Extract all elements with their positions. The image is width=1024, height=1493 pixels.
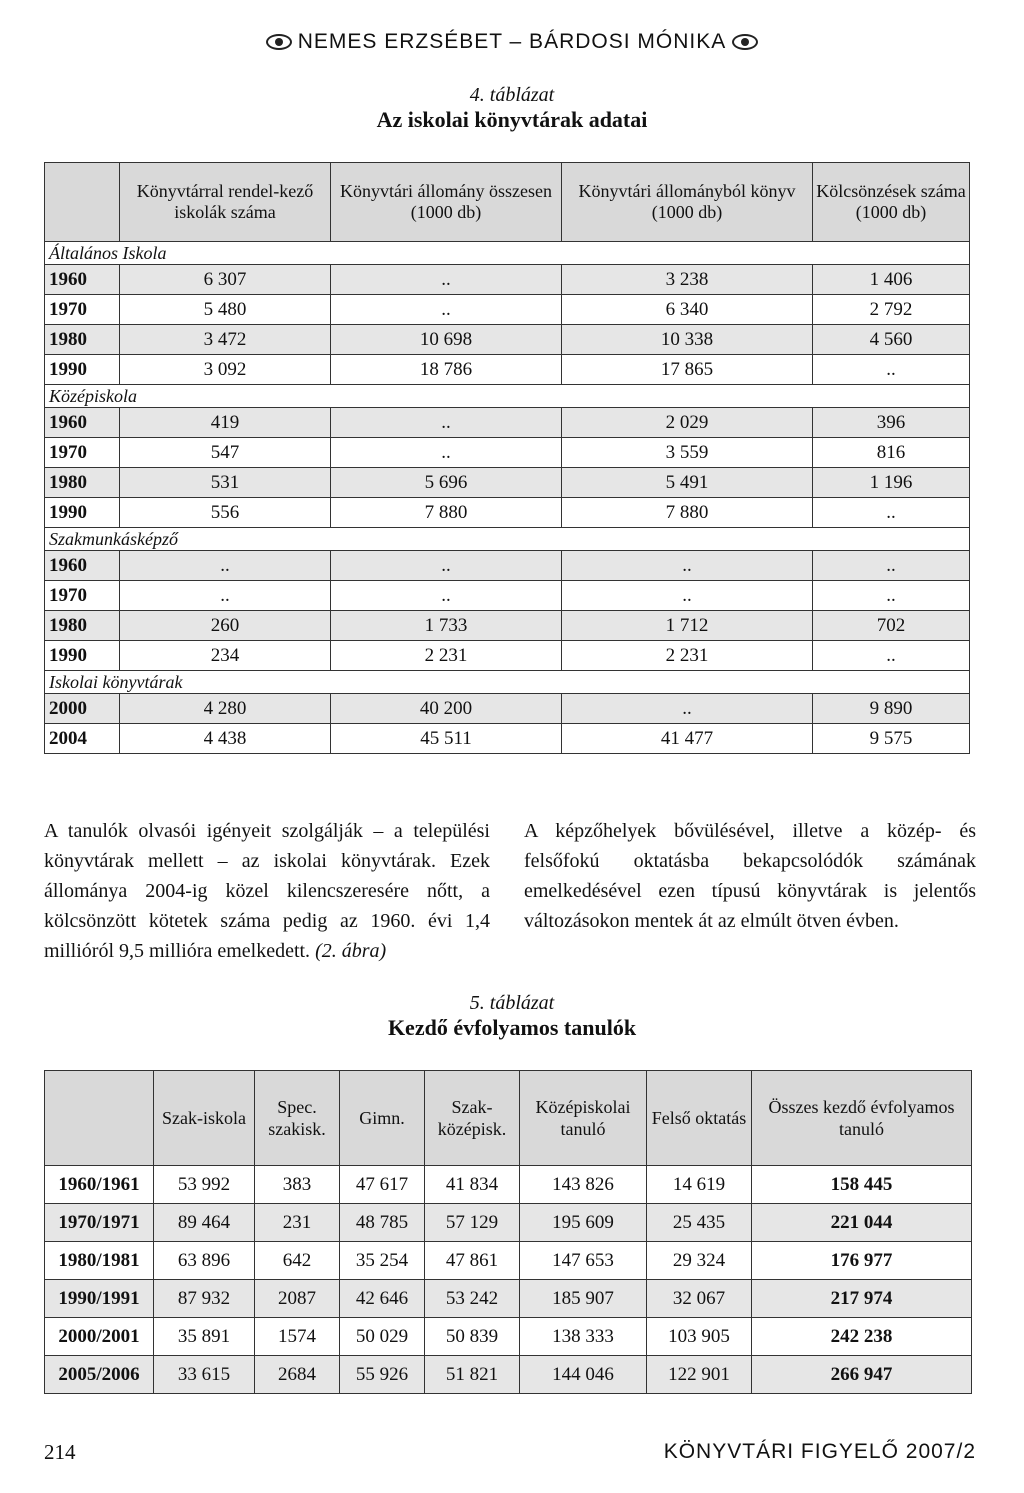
table5-col-header: Szak-iskola [154, 1071, 255, 1166]
table-row [45, 1280, 972, 1318]
year-cell: 1990 [45, 355, 120, 385]
table-row [45, 438, 970, 468]
total-cell: 217 974 [752, 1280, 972, 1318]
table5-title: Kezdő évfolyamos tanulók [387, 1015, 637, 1040]
table-row [45, 1318, 972, 1356]
table-row [45, 408, 970, 438]
table4-corner-cell [45, 163, 120, 242]
value-cell: 51 821 [425, 1356, 520, 1394]
table4-header-row [45, 163, 970, 242]
value-cell: 234 [120, 641, 331, 671]
table4-caption [0, 84, 1024, 133]
year-cell: 1960/1961 [45, 1166, 154, 1204]
value-cell: 1 406 [813, 265, 970, 295]
year-cell: 2004 [45, 724, 120, 754]
value-cell: 10 698 [331, 325, 562, 355]
value-cell: 122 901 [647, 1356, 752, 1394]
value-cell: 185 907 [520, 1280, 647, 1318]
table5-col-header: Felső oktatás [647, 1071, 752, 1166]
year-cell: 1960 [45, 265, 120, 295]
value-cell: 63 896 [154, 1242, 255, 1280]
running-header [0, 30, 1024, 54]
table-row [45, 1166, 972, 1204]
year-cell: 1960 [45, 551, 120, 581]
table-row [45, 1242, 972, 1280]
value-cell: 5 480 [120, 295, 331, 325]
value-cell: .. [813, 355, 970, 385]
value-cell: 2 792 [813, 295, 970, 325]
table-row [45, 551, 970, 581]
table4-section-row [45, 528, 970, 551]
value-cell: .. [331, 265, 562, 295]
value-cell: 2 231 [331, 641, 562, 671]
value-cell: 4 438 [120, 724, 331, 754]
value-cell: .. [331, 581, 562, 611]
value-cell: .. [331, 295, 562, 325]
table-row [45, 694, 970, 724]
value-cell: 3 472 [120, 325, 331, 355]
value-cell: 45 511 [331, 724, 562, 754]
value-cell: 48 785 [340, 1204, 425, 1242]
value-cell: 556 [120, 498, 331, 528]
year-cell: 1980/1981 [45, 1242, 154, 1280]
value-cell: 144 046 [520, 1356, 647, 1394]
table4-col-header: Könyvtári állomány összesen (1000 db) [331, 163, 562, 242]
table5-header-row [45, 1071, 972, 1166]
value-cell: 1 733 [331, 611, 562, 641]
table-row [45, 611, 970, 641]
value-cell: 2684 [255, 1356, 340, 1394]
value-cell: 2 029 [562, 408, 813, 438]
year-cell: 1990/1991 [45, 1280, 154, 1318]
value-cell: 10 338 [562, 325, 813, 355]
value-cell: 41 477 [562, 724, 813, 754]
paragraph-left [44, 816, 490, 966]
table4-col-header: Könyvtárral rendel-kező iskolák száma [120, 163, 331, 242]
eye-ornament-icon [732, 34, 758, 50]
paragraph-left-text: A tanulók olvasói igényeit szolgálják – a települési könyvtárak mellett – az iskolai könyvtárak. Ezek állománya 2004-ig közel kilencszeresére nőtt, a kölcsönzött kötetek száma pedig az 1960. évi 1,4 millióról 9,5 millióra emelkedett. [44, 820, 490, 962]
year-cell: 1970 [45, 438, 120, 468]
value-cell: 50 029 [340, 1318, 425, 1356]
year-cell: 1990 [45, 498, 120, 528]
value-cell: .. [331, 408, 562, 438]
year-cell: 1980 [45, 468, 120, 498]
value-cell: 53 992 [154, 1166, 255, 1204]
year-cell: 1970/1971 [45, 1204, 154, 1242]
value-cell: 531 [120, 468, 331, 498]
table5-col-header: Spec. szakisk. [255, 1071, 340, 1166]
value-cell: 103 905 [647, 1318, 752, 1356]
section-label: Általános Iskola [45, 242, 970, 265]
value-cell: .. [120, 581, 331, 611]
table5-col-header: Összes kezdő évfolyamos tanuló [752, 1071, 972, 1166]
value-cell: 47 617 [340, 1166, 425, 1204]
year-cell: 2000 [45, 694, 120, 724]
value-cell: 87 932 [154, 1280, 255, 1318]
table4-col-header: Könyvtári állományból könyv (1000 db) [562, 163, 813, 242]
year-cell: 1960 [45, 408, 120, 438]
table-row [45, 355, 970, 385]
table-row [45, 498, 970, 528]
value-cell: 6 307 [120, 265, 331, 295]
value-cell: 6 340 [562, 295, 813, 325]
journal-footer: KÖNYVTÁRI FIGYELŐ 2007/2 [663, 1440, 976, 1463]
value-cell: .. [562, 581, 813, 611]
eye-ornament-icon [266, 34, 292, 50]
table-row [45, 468, 970, 498]
value-cell: 35 254 [340, 1242, 425, 1280]
value-cell: 4 280 [120, 694, 331, 724]
value-cell: 195 609 [520, 1204, 647, 1242]
value-cell: 419 [120, 408, 331, 438]
students-table [44, 1070, 972, 1394]
value-cell: .. [562, 551, 813, 581]
value-cell: 42 646 [340, 1280, 425, 1318]
value-cell: 41 834 [425, 1166, 520, 1204]
value-cell: 9 575 [813, 724, 970, 754]
value-cell: 816 [813, 438, 970, 468]
value-cell: 17 865 [562, 355, 813, 385]
value-cell: 2087 [255, 1280, 340, 1318]
section-label: Iskolai könyvtárak [45, 671, 970, 694]
value-cell: 702 [813, 611, 970, 641]
table-row [45, 1204, 972, 1242]
value-cell: 35 891 [154, 1318, 255, 1356]
value-cell: 33 615 [154, 1356, 255, 1394]
value-cell: 1 196 [813, 468, 970, 498]
section-label: Középiskola [45, 385, 970, 408]
value-cell: 7 880 [562, 498, 813, 528]
total-cell: 221 044 [752, 1204, 972, 1242]
value-cell: 40 200 [331, 694, 562, 724]
page-number: 214 [44, 1440, 76, 1464]
value-cell: 18 786 [331, 355, 562, 385]
table4-section-row [45, 242, 970, 265]
value-cell: 547 [120, 438, 331, 468]
value-cell: 25 435 [647, 1204, 752, 1242]
value-cell: 396 [813, 408, 970, 438]
value-cell: 5 491 [562, 468, 813, 498]
value-cell: 138 333 [520, 1318, 647, 1356]
value-cell: 4 560 [813, 325, 970, 355]
table5-col-header: Középiskolai tanuló [520, 1071, 647, 1166]
value-cell: 32 067 [647, 1280, 752, 1318]
total-cell: 266 947 [752, 1356, 972, 1394]
table5-col-header: Szak-középisk. [425, 1071, 520, 1166]
value-cell: 89 464 [154, 1204, 255, 1242]
table4-col-header: Kölcsönzések száma (1000 db) [813, 163, 970, 242]
table5-number: 5. táblázat [469, 992, 555, 1014]
value-cell: 147 653 [520, 1242, 647, 1280]
value-cell: 1574 [255, 1318, 340, 1356]
value-cell: 9 890 [813, 694, 970, 724]
year-cell: 2000/2001 [45, 1318, 154, 1356]
figure-reference: (2. ábra) [315, 940, 387, 962]
value-cell: 642 [255, 1242, 340, 1280]
library-data-table [44, 162, 970, 754]
total-cell: 242 238 [752, 1318, 972, 1356]
table-row [45, 641, 970, 671]
total-cell: 158 445 [752, 1166, 972, 1204]
section-label: Szakmunkásképző [45, 528, 970, 551]
value-cell: .. [331, 438, 562, 468]
table-row [45, 724, 970, 754]
value-cell: 2 231 [562, 641, 813, 671]
year-cell: 1990 [45, 641, 120, 671]
value-cell: .. [120, 551, 331, 581]
value-cell: 50 839 [425, 1318, 520, 1356]
paragraph-right: A képzőhelyek bővülésével, illetve a közép- és felsőfokú oktatásba bekapcsolódók számának emelkedésével ezen típusú könyvtárak is jelentős változásokon mentek át az elmúlt ötven évben. [524, 820, 976, 932]
value-cell: .. [813, 581, 970, 611]
value-cell: 53 242 [425, 1280, 520, 1318]
value-cell: 47 861 [425, 1242, 520, 1280]
value-cell: 57 129 [425, 1204, 520, 1242]
year-cell: 1980 [45, 611, 120, 641]
value-cell: 1 712 [562, 611, 813, 641]
value-cell: 5 696 [331, 468, 562, 498]
table4-section-row [45, 671, 970, 694]
table5-corner-cell [45, 1071, 154, 1166]
value-cell: .. [331, 551, 562, 581]
year-cell: 1970 [45, 295, 120, 325]
table-row [45, 581, 970, 611]
value-cell: 29 324 [647, 1242, 752, 1280]
value-cell: 260 [120, 611, 331, 641]
value-cell: 383 [255, 1166, 340, 1204]
year-cell: 2005/2006 [45, 1356, 154, 1394]
table-row [45, 265, 970, 295]
table-row [45, 295, 970, 325]
table-row [45, 1356, 972, 1394]
value-cell: 3 092 [120, 355, 331, 385]
value-cell: 7 880 [331, 498, 562, 528]
value-cell: 143 826 [520, 1166, 647, 1204]
table4-section-row [45, 385, 970, 408]
year-cell: 1970 [45, 581, 120, 611]
total-cell: 176 977 [752, 1242, 972, 1280]
table5-caption [0, 992, 1024, 1041]
table-row [45, 325, 970, 355]
value-cell: .. [562, 694, 813, 724]
value-cell: 3 238 [562, 265, 813, 295]
table5-col-header: Gimn. [340, 1071, 425, 1166]
value-cell: .. [813, 641, 970, 671]
value-cell: 231 [255, 1204, 340, 1242]
year-cell: 1980 [45, 325, 120, 355]
value-cell: 3 559 [562, 438, 813, 468]
table4-number: 4. táblázat [469, 84, 555, 106]
value-cell: 55 926 [340, 1356, 425, 1394]
table4-title: Az iskolai könyvtárak adatai [376, 107, 648, 132]
value-cell: .. [813, 551, 970, 581]
value-cell: .. [813, 498, 970, 528]
value-cell: 14 619 [647, 1166, 752, 1204]
header-title: NEMES ERZSÉBET – BÁRDOSI MÓNIKA [297, 30, 727, 53]
